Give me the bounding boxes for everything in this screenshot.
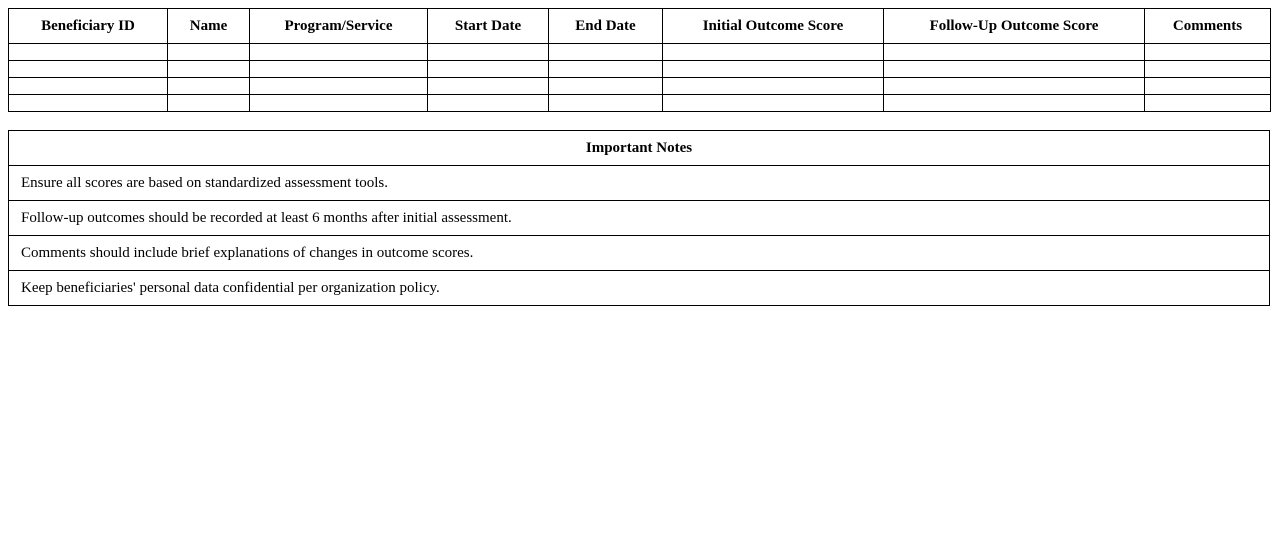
notes-title: Important Notes (9, 131, 1270, 166)
note-item: Follow-up outcomes should be recorded at least 6 months after initial assessment. (9, 201, 1270, 236)
table-cell (168, 78, 250, 95)
note-row (9, 201, 1270, 236)
table-cell (428, 61, 549, 78)
note-row (9, 236, 1270, 271)
table-cell (250, 78, 428, 95)
table-cell (884, 78, 1145, 95)
header-initial-outcome-score: Initial Outcome Score (663, 9, 884, 44)
table-cell (250, 44, 428, 61)
table-cell (9, 44, 168, 61)
table-row (9, 78, 1271, 95)
table-cell (1145, 95, 1271, 112)
table-cell (1145, 78, 1271, 95)
header-program-service: Program/Service (250, 9, 428, 44)
header-beneficiary-id: Beneficiary ID (9, 9, 168, 44)
table-cell (9, 78, 168, 95)
table-cell (663, 78, 884, 95)
table-cell (428, 44, 549, 61)
header-end-date: End Date (549, 9, 663, 44)
table-cell (549, 78, 663, 95)
table-cell (428, 95, 549, 112)
table-cell (428, 78, 549, 95)
notes-header-row (9, 131, 1270, 166)
table-cell (549, 61, 663, 78)
table-cell (884, 44, 1145, 61)
table-cell (549, 44, 663, 61)
table-header-row (9, 9, 1271, 44)
table-cell (663, 95, 884, 112)
table-cell (9, 61, 168, 78)
header-start-date: Start Date (428, 9, 549, 44)
outcomes-table (8, 8, 1271, 112)
note-row (9, 271, 1270, 306)
note-item: Keep beneficiaries' personal data confidential per organization policy. (9, 271, 1270, 306)
header-comments: Comments (1145, 9, 1271, 44)
table-cell (250, 95, 428, 112)
table-cell (168, 44, 250, 61)
table-cell (168, 61, 250, 78)
table-cell (250, 61, 428, 78)
table-cell (168, 95, 250, 112)
table-cell (1145, 61, 1271, 78)
header-follow-up-outcome-score: Follow-Up Outcome Score (884, 9, 1145, 44)
document-page (8, 8, 1270, 306)
note-item: Comments should include brief explanations of changes in outcome scores. (9, 236, 1270, 271)
table-cell (663, 61, 884, 78)
table-row (9, 95, 1271, 112)
table-row (9, 61, 1271, 78)
important-notes-table (8, 130, 1270, 306)
table-cell (9, 95, 168, 112)
table-cell (1145, 44, 1271, 61)
table-cell (549, 95, 663, 112)
table-row (9, 44, 1271, 61)
table-cell (663, 44, 884, 61)
table-cell (884, 61, 1145, 78)
note-item: Ensure all scores are based on standardized assessment tools. (9, 166, 1270, 201)
table-cell (884, 95, 1145, 112)
header-name: Name (168, 9, 250, 44)
note-row (9, 166, 1270, 201)
